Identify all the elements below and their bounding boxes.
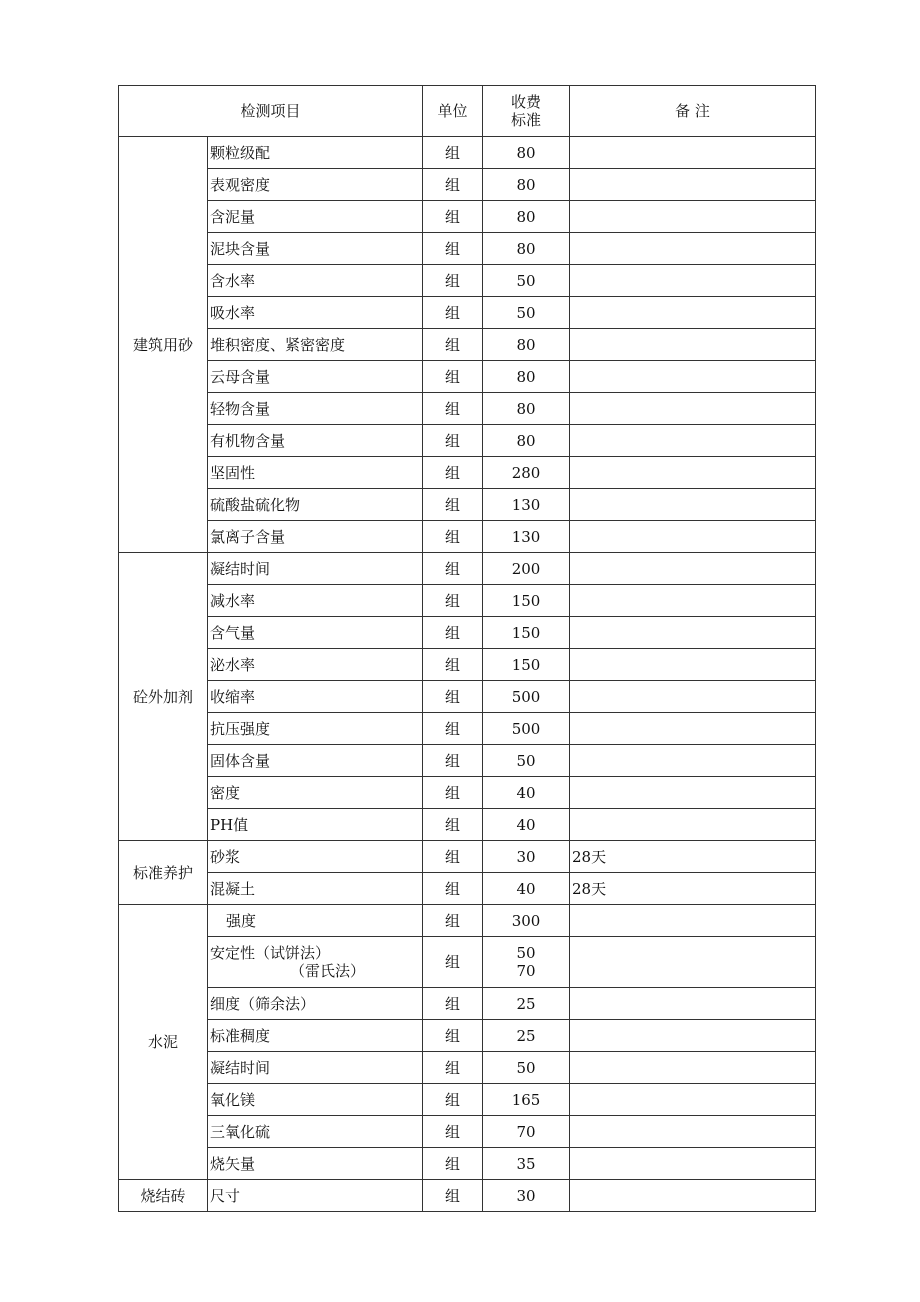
unit-cell: 组 — [423, 585, 483, 617]
item-name: 吸水率 — [208, 297, 423, 329]
item-name: 颗粒级配 — [208, 137, 423, 169]
unit-cell: 组 — [423, 873, 483, 905]
table-row — [119, 1116, 816, 1148]
note-cell — [570, 489, 816, 521]
group-name: 砼外加剂 — [119, 553, 208, 841]
fee-cell: 80 — [483, 361, 570, 393]
note-cell — [570, 777, 816, 809]
item-name: 固体含量 — [208, 745, 423, 777]
table-row — [119, 745, 816, 777]
header-item: 检测项目 — [119, 86, 423, 137]
item-name: 云母含量 — [208, 361, 423, 393]
fee-cell: 80 — [483, 137, 570, 169]
note-cell — [570, 553, 816, 585]
unit-cell: 组 — [423, 457, 483, 489]
note-cell — [570, 265, 816, 297]
item-name: 含泥量 — [208, 201, 423, 233]
group-name: 标准养护 — [119, 841, 208, 905]
unit-cell: 组 — [423, 489, 483, 521]
note-cell — [570, 137, 816, 169]
table-row — [119, 988, 816, 1020]
header-fee-line1: 收费 — [511, 93, 542, 111]
unit-cell: 组 — [423, 201, 483, 233]
item-name: 混凝土 — [208, 873, 423, 905]
item-name: 减水率 — [208, 585, 423, 617]
item-name: 有机物含量 — [208, 425, 423, 457]
unit-cell: 组 — [423, 745, 483, 777]
header-unit: 单位 — [423, 86, 483, 137]
item-name: 砂浆 — [208, 841, 423, 873]
table-row — [119, 1180, 816, 1212]
fee-cell: 80 — [483, 425, 570, 457]
header-fee-line2: 标准 — [511, 111, 542, 129]
fee-cell: 130 — [483, 521, 570, 553]
item-name: 抗压强度 — [208, 713, 423, 745]
item-name: 密度 — [208, 777, 423, 809]
unit-cell: 组 — [423, 1020, 483, 1052]
note-cell — [570, 745, 816, 777]
table-row — [119, 137, 816, 169]
note-cell — [570, 425, 816, 457]
table-row — [119, 297, 816, 329]
unit-cell: 组 — [423, 649, 483, 681]
table-row — [119, 393, 816, 425]
group-name: 水泥 — [119, 905, 208, 1180]
group-name: 建筑用砂 — [119, 137, 208, 553]
unit-cell: 组 — [423, 841, 483, 873]
table-row — [119, 713, 816, 745]
table-row — [119, 425, 816, 457]
note-cell — [570, 297, 816, 329]
group-name: 烧结砖 — [119, 1180, 208, 1212]
item-name: 堆积密度、紧密密度 — [208, 329, 423, 361]
item-name: 泥块含量 — [208, 233, 423, 265]
fee-cell: 80 — [483, 201, 570, 233]
fee-cell — [483, 937, 570, 988]
item-name: 尺寸 — [208, 1180, 423, 1212]
fee-cell: 40 — [483, 777, 570, 809]
unit-cell: 组 — [423, 1084, 483, 1116]
unit-cell: 组 — [423, 169, 483, 201]
note-cell — [570, 937, 816, 988]
unit-cell: 组 — [423, 937, 483, 988]
table-row — [119, 201, 816, 233]
item-name: 含气量 — [208, 617, 423, 649]
unit-cell: 组 — [423, 988, 483, 1020]
item-name: 含水率 — [208, 265, 423, 297]
table-row — [119, 489, 816, 521]
unit-cell: 组 — [423, 425, 483, 457]
note-cell — [570, 1148, 816, 1180]
unit-cell: 组 — [423, 393, 483, 425]
header-note: 备 注 — [570, 86, 816, 137]
table-row — [119, 649, 816, 681]
fee-cell: 80 — [483, 233, 570, 265]
fee-cell: 30 — [483, 1180, 570, 1212]
fee-cell: 30 — [483, 841, 570, 873]
table-row — [119, 361, 816, 393]
fee-cell: 200 — [483, 553, 570, 585]
fee-cell: 80 — [483, 169, 570, 201]
unit-cell: 组 — [423, 553, 483, 585]
note-cell — [570, 201, 816, 233]
note-cell — [570, 233, 816, 265]
item-name: 坚固性 — [208, 457, 423, 489]
item-name: 轻物含量 — [208, 393, 423, 425]
fee-cell: 280 — [483, 457, 570, 489]
note-cell — [570, 681, 816, 713]
table-row — [119, 233, 816, 265]
note-cell — [570, 521, 816, 553]
unit-cell: 组 — [423, 1052, 483, 1084]
fee-cell: 500 — [483, 681, 570, 713]
table-row — [119, 777, 816, 809]
fee-cell: 35 — [483, 1148, 570, 1180]
item-name: 强度 — [208, 905, 423, 937]
unit-cell: 组 — [423, 329, 483, 361]
fee-cell: 500 — [483, 713, 570, 745]
table-row — [119, 265, 816, 297]
fee-cell: 50 — [483, 297, 570, 329]
note-cell — [570, 457, 816, 489]
unit-cell: 组 — [423, 361, 483, 393]
item-name: 烧矢量 — [208, 1148, 423, 1180]
note-cell — [570, 393, 816, 425]
fee-cell: 50 — [483, 1052, 570, 1084]
note-cell — [570, 1116, 816, 1148]
note-cell: 28天 — [570, 873, 816, 905]
table-row — [119, 841, 816, 873]
fee-cell: 150 — [483, 617, 570, 649]
item-name: 表观密度 — [208, 169, 423, 201]
unit-cell: 组 — [423, 265, 483, 297]
table-row — [119, 1020, 816, 1052]
note-cell — [570, 617, 816, 649]
table-row — [119, 617, 816, 649]
unit-cell: 组 — [423, 521, 483, 553]
fee-cell: 80 — [483, 393, 570, 425]
item-name: 凝结时间 — [208, 1052, 423, 1084]
header-fee — [483, 86, 570, 137]
note-cell: 28天 — [570, 841, 816, 873]
header-row — [119, 86, 816, 137]
fee-cell: 130 — [483, 489, 570, 521]
fee-line1: 50 — [516, 944, 536, 962]
note-cell — [570, 713, 816, 745]
unit-cell: 组 — [423, 1148, 483, 1180]
note-cell — [570, 905, 816, 937]
item-name: 氯离子含量 — [208, 521, 423, 553]
note-cell — [570, 361, 816, 393]
note-cell — [570, 1052, 816, 1084]
unit-cell: 组 — [423, 1180, 483, 1212]
unit-cell: 组 — [423, 137, 483, 169]
note-cell — [570, 169, 816, 201]
note-cell — [570, 988, 816, 1020]
unit-cell: 组 — [423, 1116, 483, 1148]
note-cell — [570, 1020, 816, 1052]
fee-table — [118, 85, 816, 1212]
item-name: 凝结时间 — [208, 553, 423, 585]
note-cell — [570, 585, 816, 617]
fee-cell: 50 — [483, 265, 570, 297]
fee-cell: 40 — [483, 873, 570, 905]
fee-cell: 40 — [483, 809, 570, 841]
note-cell — [570, 1084, 816, 1116]
table-row — [119, 873, 816, 905]
unit-cell: 组 — [423, 777, 483, 809]
table-row — [119, 521, 816, 553]
unit-cell: 组 — [423, 809, 483, 841]
item-name: 三氧化硫 — [208, 1116, 423, 1148]
fee-cell: 80 — [483, 329, 570, 361]
table-row — [119, 1148, 816, 1180]
unit-cell: 组 — [423, 905, 483, 937]
table-row — [119, 937, 816, 988]
item-name-line2: （雷氏法） — [290, 962, 366, 980]
table-row — [119, 905, 816, 937]
table-row — [119, 809, 816, 841]
item-name: PH值 — [208, 809, 423, 841]
table-row — [119, 169, 816, 201]
unit-cell: 组 — [423, 713, 483, 745]
fee-cell: 150 — [483, 649, 570, 681]
note-cell — [570, 649, 816, 681]
table-row — [119, 1052, 816, 1084]
item-name: 泌水率 — [208, 649, 423, 681]
fee-cell: 50 — [483, 745, 570, 777]
unit-cell: 组 — [423, 297, 483, 329]
note-cell — [570, 1180, 816, 1212]
item-name-line1: 安定性（试饼法） — [210, 944, 331, 962]
fee-cell: 70 — [483, 1116, 570, 1148]
table-row — [119, 329, 816, 361]
item-name: 氧化镁 — [208, 1084, 423, 1116]
table-row — [119, 1084, 816, 1116]
table-row — [119, 553, 816, 585]
item-name: 硫酸盐硫化物 — [208, 489, 423, 521]
fee-cell: 300 — [483, 905, 570, 937]
fee-cell: 165 — [483, 1084, 570, 1116]
unit-cell: 组 — [423, 233, 483, 265]
fee-cell: 25 — [483, 1020, 570, 1052]
item-name: 细度（筛余法） — [208, 988, 423, 1020]
item-name: 收缩率 — [208, 681, 423, 713]
note-cell — [570, 809, 816, 841]
item-name — [208, 937, 423, 988]
unit-cell: 组 — [423, 681, 483, 713]
fee-cell: 150 — [483, 585, 570, 617]
item-name: 标准稠度 — [208, 1020, 423, 1052]
table-row — [119, 585, 816, 617]
table-row — [119, 681, 816, 713]
fee-line2: 70 — [516, 962, 536, 980]
fee-cell: 25 — [483, 988, 570, 1020]
table-row — [119, 457, 816, 489]
note-cell — [570, 329, 816, 361]
unit-cell: 组 — [423, 617, 483, 649]
